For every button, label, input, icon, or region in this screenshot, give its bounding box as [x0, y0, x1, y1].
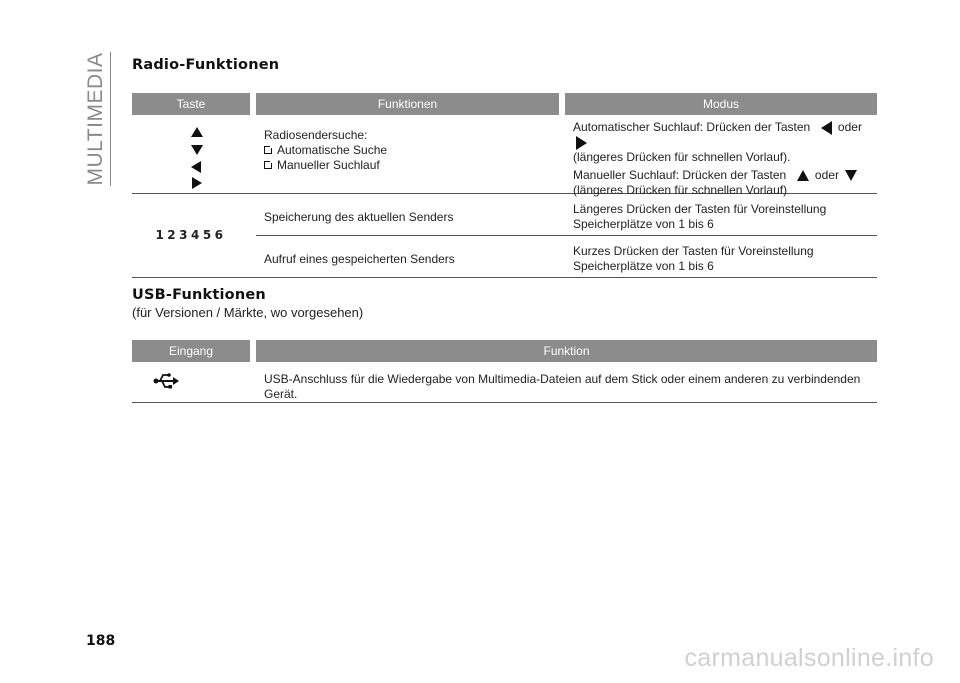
arrow-right-icon	[576, 136, 587, 150]
usb-table-header	[132, 340, 877, 362]
header-funktionen: Funktionen	[256, 93, 559, 115]
recall-mode: Kurzes Drücken der Tasten für Voreinstellung Speicherplätze von 1 bis 6	[573, 244, 814, 273]
preset-keys-label: 123456	[155, 228, 227, 242]
arrow-left-icon	[191, 161, 201, 173]
search-function-cell	[256, 115, 559, 193]
arrow-down-icon	[191, 145, 203, 155]
header-funktion: Funktion	[256, 340, 877, 362]
table-row-presets	[132, 194, 877, 278]
arrow-down-icon	[845, 170, 857, 181]
usb-icon	[153, 373, 179, 389]
table-row-usb	[132, 362, 877, 403]
mode-auto-line: Automatischer Suchlauf: Drücken der Tasten oder	[573, 120, 877, 150]
store-function: Speicherung des aktuellen Senders	[264, 210, 454, 224]
arrow-keys-cell	[132, 115, 250, 193]
radio-table-header	[132, 93, 877, 115]
preset-subrows	[256, 194, 877, 277]
radio-section-title: Radio-Funktionen	[132, 57, 280, 73]
usb-icon-cell	[132, 362, 250, 402]
side-divider	[110, 52, 111, 186]
header-modus: Modus	[565, 93, 877, 115]
watermark: carmanualsonline.info	[684, 644, 934, 672]
store-mode: Längeres Drücken der Tasten für Voreinstellung Speicherplätze von 1 bis 6	[573, 202, 827, 231]
arrow-left-icon	[821, 121, 832, 135]
usb-table	[132, 340, 877, 403]
search-function-title: Radiosendersuche:	[264, 128, 368, 142]
page-number: 188	[86, 633, 116, 649]
bullet-manual: Manueller Suchlauf	[264, 158, 559, 173]
arrow-up-icon	[797, 170, 809, 181]
header-eingang: Eingang	[132, 340, 250, 362]
header-taste: Taste	[132, 93, 250, 115]
checkbox-icon	[264, 161, 272, 169]
search-mode-cell	[565, 115, 877, 197]
section-side-label: MULTIMEDIA	[84, 52, 107, 186]
usb-section-title: USB-Funktionen	[132, 287, 266, 303]
arrow-up-icon	[191, 127, 203, 137]
mode-manual-line: Manueller Suchlauf: Drücken der Tasten oder	[573, 168, 877, 183]
subrow-store	[256, 194, 877, 236]
arrow-right-icon	[192, 177, 202, 189]
mode-auto-note: (längeres Drücken für schnellen Vorlauf).	[573, 150, 791, 164]
usb-function-cell: USB-Anschluss für die Wiedergabe von Multimedia-Dateien auf dem Stick oder einem anderen zu verbindenden Gerät.	[264, 372, 861, 401]
usb-section-subtitle: (für Versionen / Märkte, wo vorgesehen)	[132, 305, 364, 320]
bullet-automatic: Automatische Suche	[264, 143, 559, 158]
table-row-search	[132, 115, 877, 197]
mode-manual-note: (längeres Drücken für schnellen Vorlauf)	[573, 183, 788, 197]
preset-keys-cell	[132, 194, 250, 277]
recall-function: Aufruf eines gespeicherten Senders	[264, 252, 455, 266]
subrow-recall	[256, 236, 877, 277]
radio-table	[132, 93, 877, 278]
checkbox-icon	[264, 146, 272, 154]
